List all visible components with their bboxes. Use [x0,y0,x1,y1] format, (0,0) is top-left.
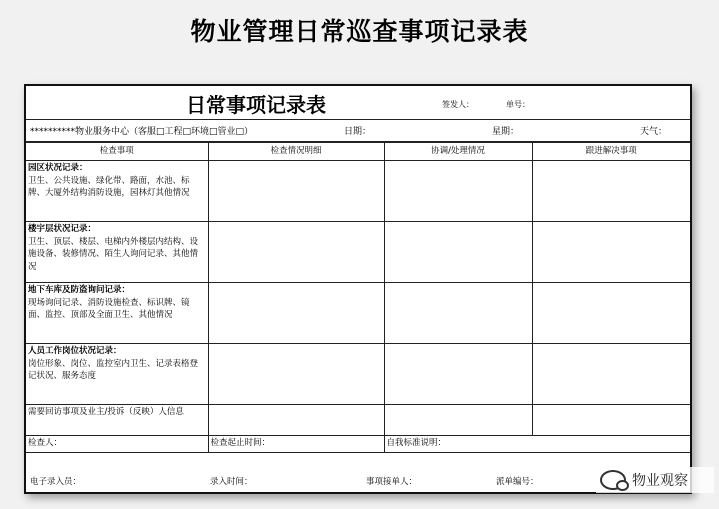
page-banner-title: 物业管理日常巡查事项记录表 [190,17,529,46]
watermark-text: 物业观察 [632,473,688,489]
table-row [26,405,690,436]
detail-cell[interactable] [208,222,384,283]
section-body: 卫生、顶层、楼层、电梯内外楼层内结构、设施设备、装修情况、陌生人询问记录、其他情况 [28,236,199,272]
recorder-label[interactable]: 电子录入员： [30,477,82,487]
column-header: 跟进解决事项 [532,143,690,161]
followup-cell[interactable] [532,222,690,283]
entry-time-label[interactable]: 录入时间： [210,477,253,487]
section-cell [26,405,208,436]
date-label: 日期： [344,127,372,137]
followup-cell[interactable] [532,405,690,436]
weather-label: 天气： [640,127,668,137]
inspector-row [26,436,690,453]
inspector-label[interactable]: 检查人： [26,436,208,453]
table-row [26,222,690,283]
followup-cell[interactable] [532,161,690,222]
detail-cell[interactable] [208,405,384,436]
signer-label: 签发人： [442,100,474,109]
column-header: 协调/处理情况 [384,143,532,161]
section-cell [26,161,208,222]
handling-cell[interactable] [384,222,532,283]
section-body: 卫生、公共设施、绿化带、路面，水池、标牌、大厦外结构消防设施，园林灯其他情况 [28,175,190,198]
detail-cell[interactable] [208,283,384,344]
dispatch-number-label[interactable]: 派单编号： [496,477,539,487]
section-body: 岗位形象、岗位、监控室内卫生、记录表格登记状况、服务态度 [28,358,199,381]
table-row [26,161,690,222]
section-title: 地下车库及防盗询问记录： [28,285,131,295]
section-cell [26,344,208,405]
detail-cell[interactable] [208,344,384,405]
table-header-row [26,143,690,161]
table-row [26,344,690,405]
time-range-label[interactable]: 检查起止时间： [208,436,384,453]
section-body: 现场询问记录、消防设施检查、标识牌、镜面、监控、顶部及全面卫生、其他情况 [28,297,190,320]
handling-cell[interactable] [384,161,532,222]
sheet-title: 日常事项记录表 [186,93,326,117]
record-sheet [24,84,692,494]
handling-cell[interactable] [384,405,532,436]
section-body: 需要回访事项及业主/投诉（反映）人信息 [28,407,184,417]
table-row [26,283,690,344]
weekday-label: 星期： [492,127,520,137]
section-title: 园区状况记录： [28,163,88,173]
detail-cell[interactable] [208,161,384,222]
followup-cell[interactable] [532,283,690,344]
serial-number-label: 单号： [506,100,530,109]
handling-cell[interactable] [384,344,532,405]
wechat-logo-icon [600,470,626,490]
section-title: 人员工作岗位状况记录： [28,346,122,356]
service-center-label: **********物业服务中心（客服□工程□环境□管业□） [30,127,254,137]
section-title: 楼宇层状况记录： [28,224,97,234]
entry-row [26,470,690,492]
self-eval-label[interactable]: 自我标准说明： [384,436,690,453]
column-header: 检查事项 [26,143,208,161]
info-row [26,119,690,142]
section-cell [26,283,208,344]
followup-cell[interactable] [532,344,690,405]
handling-cell[interactable] [384,283,532,344]
sheet-header [26,86,690,120]
watermark [596,467,714,493]
column-header: 检查情况明细 [208,143,384,161]
inspection-table [26,142,690,453]
section-cell [26,222,208,283]
receiver-label[interactable]: 事项接单人： [366,477,418,487]
